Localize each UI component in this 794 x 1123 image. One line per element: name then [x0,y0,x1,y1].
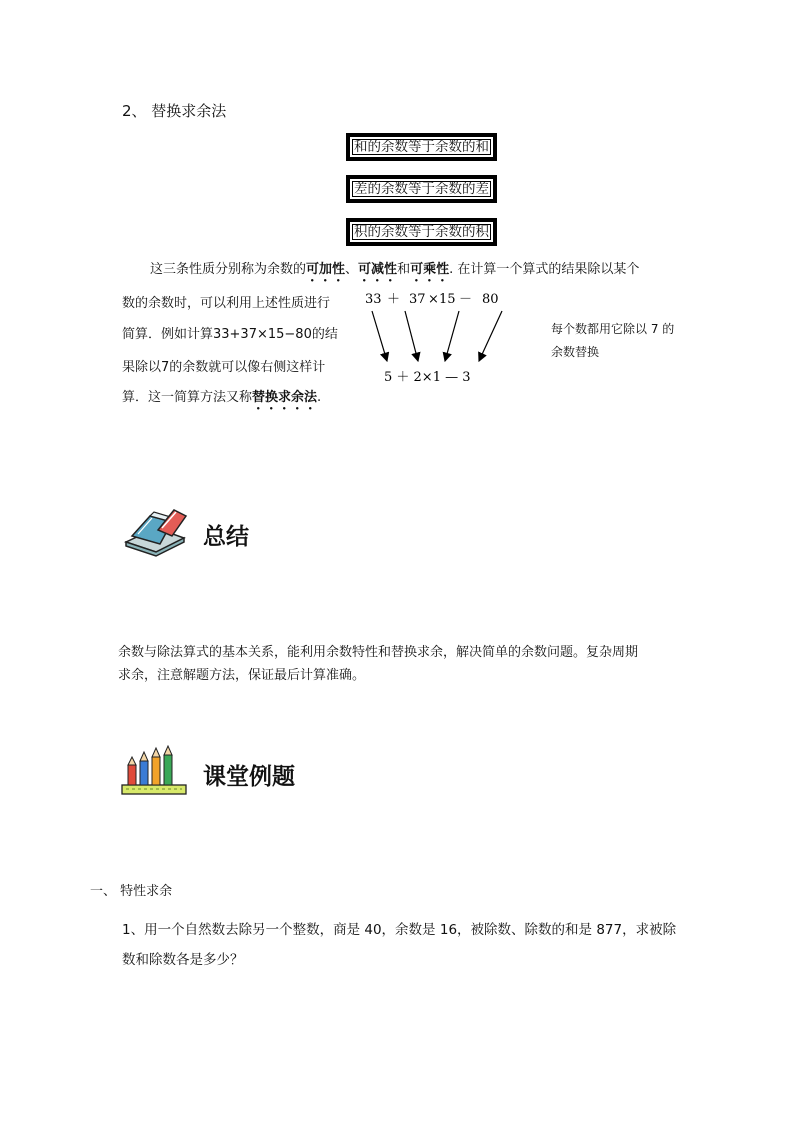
diagram-top-minus: － [459,292,473,307]
property-box-difference: 差的余数等于余数的差 [346,175,497,203]
question-1-line-1: 1、用一个自然数去除另一个整数，商是 40，余数是 16，被除数、除数的和是 877，求被除 [122,922,677,938]
arrow-37 [405,311,418,361]
diagram-bottom-expression: 5 ＋ 2×1 — 3 [384,370,471,385]
text-segment: 、 [345,262,359,277]
example-section-title: 一、 特性求余 [90,884,173,899]
paragraph-line-3: 简算．例如计算33+37×15−80的结 [122,327,338,342]
property-box-product: 积的余数等于余数的积 [346,218,497,246]
summary-line-2: 求余，注意解题方法，保证最后计算准确。 [118,668,366,683]
property-box-sum: 和的余数等于余数的和 [346,133,497,161]
diagram-top-33: 33 [365,292,382,307]
paragraph-line-1 [150,258,639,285]
text-segment: . [317,390,322,405]
books-icon [122,508,188,558]
paragraph-line-2: 数的余数时，可以利用上述性质进行 [122,296,331,311]
text-segment: 这三条性质分别称为余数的 [150,262,307,277]
diagram-note-line-1: 每个数都用它除以 7 的 [551,322,675,336]
pencils-icon [120,745,188,797]
diagram-note-line-2: 余数替换 [551,345,600,359]
summary-heading: 总结 [203,524,249,550]
text-segment: 和 [397,262,411,277]
diagram-top-15: 15 [439,292,456,307]
text-segment: . 在计算一个算式的结果除以某个 [449,262,640,277]
paragraph-line-4: 果除以7的余数就可以像右侧这样计 [122,360,326,375]
text-segment: 算．这一简算方法又称 [122,390,253,405]
class-examples-heading: 课堂例题 [203,764,295,790]
diagram-top-times: × [428,292,439,307]
arrow-15 [445,311,459,361]
section-title: 2、 替换求余法 [122,102,227,120]
question-1-line-2: 数和除数各是多少？ [122,952,244,968]
replacement-diagram [355,285,525,395]
arrow-80 [479,311,502,361]
diagram-top-37: 37 [409,292,426,307]
diagram-top-plus: ＋ [387,292,401,307]
summary-line-1: 余数与除法算式的基本关系，能利用余数特性和替换求余，解决简单的余数问题。复杂周期 [118,645,639,660]
term-multiplicativity: 可乘性 [410,262,450,277]
diagram-top-80: 80 [482,292,499,307]
paragraph-line-5 [122,386,321,413]
term-additivity: 可加性 [306,262,346,277]
arrow-33 [372,311,387,361]
term-replacement-remainder: 替换求余法 [252,390,318,405]
term-subtractivity: 可减性 [358,262,398,277]
